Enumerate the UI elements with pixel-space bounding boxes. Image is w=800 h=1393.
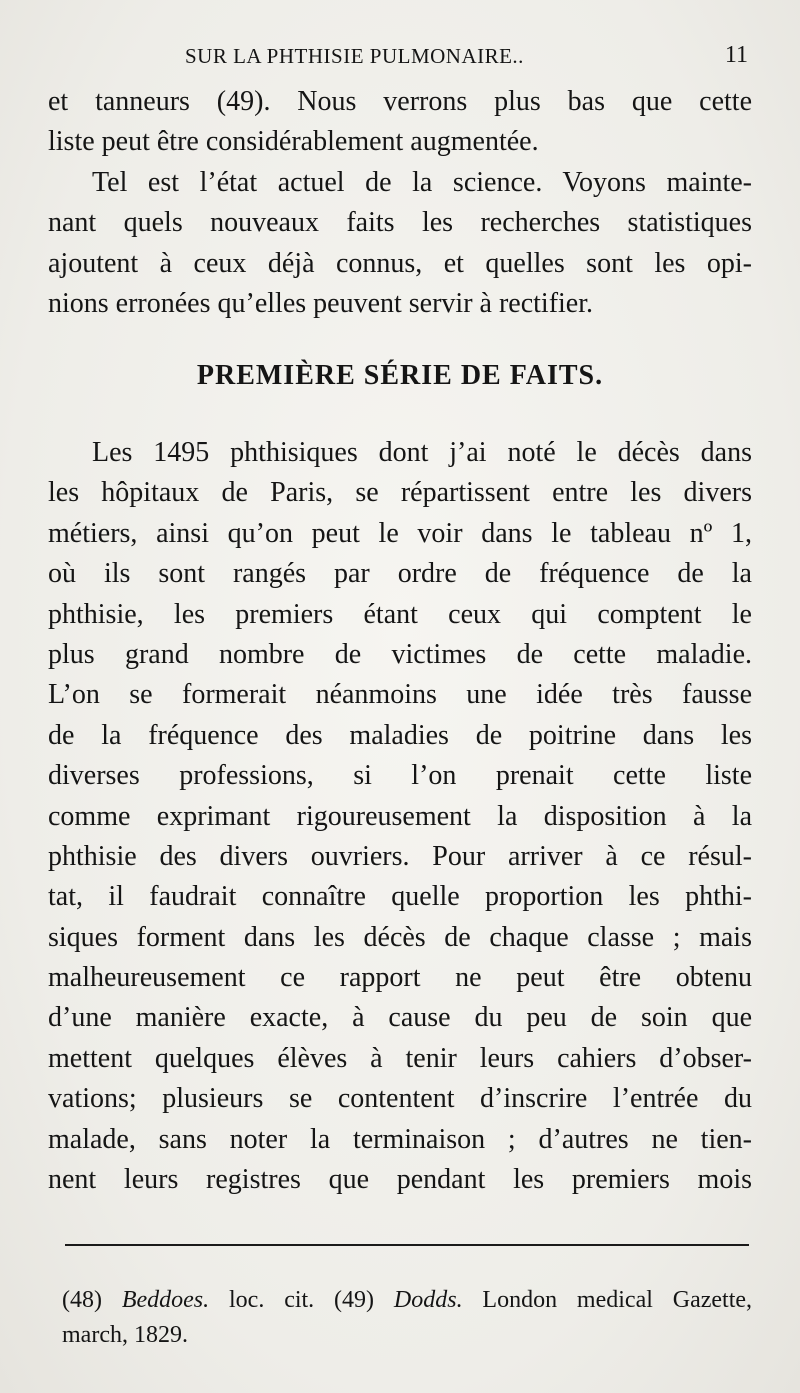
text-line: où ils sont rangés par ordre de fréquence de la <box>48 558 752 590</box>
text-line: Les 1495 phthisiques dont j’ai noté le décès dans <box>92 437 752 468</box>
footnote-48-citation: loc. cit. <box>229 1287 315 1313</box>
footnote-line <box>62 1283 752 1318</box>
text-line: Tel est l’état actuel de la science. Voyons mainte- <box>92 166 752 198</box>
text-line: nant quels nouveaux faits les recherches statistiques <box>48 207 752 239</box>
text-line: vations; plusieurs se contentent d’inscrire l’entrée du <box>48 1083 752 1115</box>
page-number: 11 <box>724 42 748 68</box>
footnote-49-author: Dodds. <box>393 1287 463 1313</box>
text-line: mettent quelques élèves à tenir leurs cahiers d’obser- <box>48 1042 752 1074</box>
text-line: métiers, ainsi qu’on peut le voir dans le tableau nº 1, <box>48 517 752 549</box>
text-line: et tanneurs (49). Nous verrons plus bas que cette <box>48 86 752 117</box>
footnote-rule <box>65 1244 749 1246</box>
text-line: malheureusement ce rapport ne peut être obtenu <box>48 962 752 994</box>
section-heading: PREMIÈRE SÉRIE DE FAITS. <box>196 360 604 391</box>
footnotes <box>62 1283 752 1353</box>
text-line: malade, sans noter la terminaison ; d’autres ne tien- <box>48 1123 752 1155</box>
text-line: les hôpitaux de Paris, se répartissent entre les divers <box>48 477 752 509</box>
text-line: phthisie, les premiers étant ceux qui comptent le <box>48 598 752 630</box>
running-title: SUR LA PHTHISIE PULMONAIRE.. <box>185 44 524 68</box>
text-line: phthisie des divers ouvriers. Pour arriver à ce résul- <box>48 840 752 872</box>
text-line: comme exprimant rigoureusement la disposition à la <box>48 800 752 832</box>
text-line: nions erronées qu’elles peuvent servir à rectifier. <box>48 287 594 319</box>
text-line: tat, il faudrait connaître quelle proportion les phthi- <box>48 881 752 913</box>
footnote-49-citation: London medical Gazette, <box>482 1287 753 1313</box>
text-line: d’une manière exacte, à cause du peu de soin que <box>48 1002 752 1034</box>
footnote-49-label: (49) <box>334 1287 375 1313</box>
footnote-48-author: Beddoes. <box>121 1287 210 1313</box>
body-text-main <box>48 433 752 1200</box>
footnote-48-label: (48) <box>62 1287 102 1313</box>
text-line: L’on se formerait néanmoins une idée très fausse <box>48 679 752 711</box>
footnote-line: march, 1829. <box>62 1322 188 1348</box>
text-line: siques forment dans les décès de chaque classe ; mais <box>48 921 752 953</box>
text-line: ajoutent à ceux déjà connus, et quelles sont les opi- <box>48 247 752 279</box>
page-header <box>50 44 750 74</box>
text-line: diverses professions, si l’on prenait cette liste <box>48 760 752 792</box>
text-line: liste peut être considérablement augmentée. <box>48 126 539 158</box>
text-line: nent leurs registres que pendant les premiers mois <box>48 1164 752 1196</box>
text-line: de la fréquence des maladies de poitrine dans les <box>48 719 752 751</box>
text-line: plus grand nombre de victimes de cette maladie. <box>48 638 752 670</box>
body-text-top <box>48 82 752 324</box>
